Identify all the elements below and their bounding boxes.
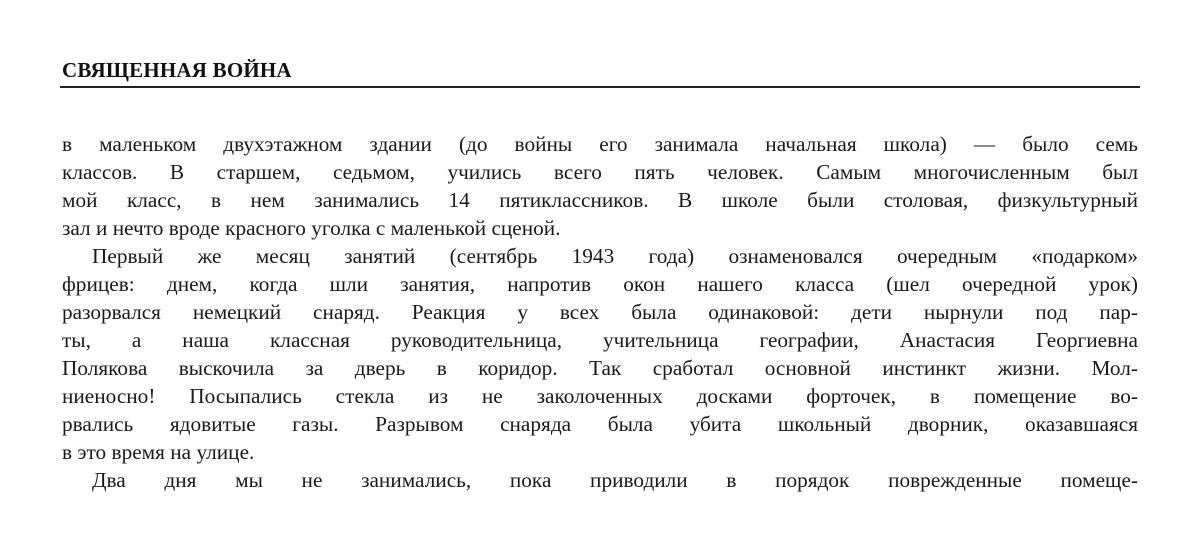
text-line: рвались ядовитые газы. Разрывом снаряда была убита школьный дворник, оказавшаяся [62,412,1138,436]
text-line: в маленьком двухэтажном здании (до войны его занимала начальная школа) — было семь [62,132,1138,156]
text-line: мой класс, в нем занимались 14 пятиклассников. В школе были столовая, физкультурный [62,188,1138,212]
text-line: фрицев: днем, когда шли занятия, напротив окон нашего класса (шел очередной урок) [62,272,1138,296]
running-head: СВЯЩЕННАЯ ВОЙНА [62,58,292,82]
text-line: Полякова выскочила за дверь в коридор. Так сработал основной инстинкт жизни. Мол- [62,356,1138,380]
text-line: классов. В старшем, седьмом, учились всего пять человек. Самым многочисленным был [62,160,1138,184]
text-line: Два дня мы не занимались, пока приводили в порядок поврежденные помеще- [92,468,1138,492]
header-rule [60,86,1140,88]
text-line: ниеносно! Посыпались стекла из не заколоченных досками форточек, в помещение во- [62,384,1138,408]
text-line: зал и нечто вроде красного уголка с маленькой сценой. [62,216,561,240]
body-text [62,130,1138,494]
text-line: ты, а наша классная руководительница, учительница географии, Анастасия Георгиевна [62,328,1138,352]
text-line: Первый же месяц занятий (сентябрь 1943 года) ознаменовался очередным «подарком» [92,244,1138,268]
text-line: разорвался немецкий снаряд. Реакция у всех была одинаковой: дети нырнули под пар- [62,300,1138,324]
text-line: в это время на улице. [62,440,255,464]
